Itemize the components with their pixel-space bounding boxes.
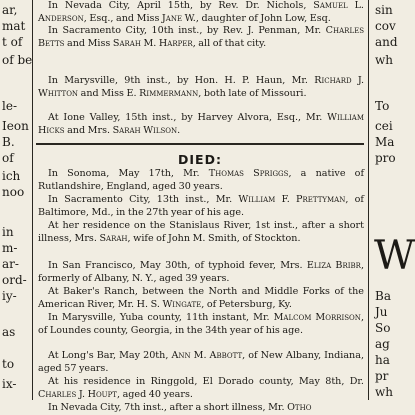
death-notice-stanislaus: At her residence on the Stanislaus River, 1st inst., after a short illness, Mrs. Sarah, wife of John M. Smith, of Stockton. [38, 220, 364, 244]
marriage-notice-nevada-city: In Nevada City, April 15th, by Rev. Dr. Nichols, Samuel L. Anderson, Esq., and Miss Jane W., daughter of John Low, Esq. [38, 0, 364, 24]
left-fragment-text: ix- [2, 377, 17, 391]
right-fragment-text: ha [375, 353, 390, 367]
died-heading: DIED: [178, 152, 222, 167]
left-fragment-text: t of [2, 35, 23, 49]
left-fragment-text: of [2, 151, 14, 165]
right-fragment-text: and [375, 35, 398, 49]
right-fragment-text: wh [375, 53, 393, 67]
right-fragment-text: Ju [375, 305, 388, 319]
right-column-fragment [372, 0, 415, 400]
death-notice-san-francisco: In San Francisco, May 30th, of typhoid fever, Mrs. Eliza Bribr, formerly of Albany, N. Y., aged 39 years. [38, 260, 364, 284]
main-column [34, 0, 366, 413]
right-fragment-text: So [375, 321, 391, 335]
right-fragment-text: cov [375, 19, 396, 33]
left-fragment-text: of be [2, 53, 33, 67]
left-fragment-text: iy- [2, 289, 17, 303]
left-fragment-text: ord- [2, 273, 27, 287]
left-fragment-text: to [2, 357, 15, 371]
left-fragment-text: noo [2, 185, 25, 199]
death-notice-sonoma: In Sonoma, May 17th, Mr. Thomas Spriggs, a native of Rutlandshire, England, aged 30 years. [38, 168, 365, 192]
right-fragment-text: pro [375, 151, 396, 165]
left-fragment-text: in [2, 225, 14, 239]
right-fragment-text: cei [375, 119, 393, 133]
death-notice-marysville: In Marysville, Yuba county, 11th instant, Mr. Malcom Morrison, of Loundes county, Georgia, in the 34th year of his age. [38, 312, 364, 336]
right-fragment-text: Ma [375, 135, 395, 149]
marriage-notice-marysville: In Marysville, 9th inst., by Hon. H. P. Haun, Mr. Richard J. Whitton and Miss E. Rimmermann, both late of Missouri. [38, 75, 364, 99]
right-fragment-text: Ba [375, 289, 391, 303]
left-fragment-text: le- [2, 99, 17, 113]
left-fragment-text: B. [2, 135, 15, 149]
death-notice-ringgold: At his residence in Ringgold, El Dorado county, May 8th, Dr. Charles J. Houpt, aged 40 years. [38, 376, 364, 400]
left-fragment-text: as [2, 325, 16, 339]
marriage-notice-sacramento: In Sacramento City, 10th inst., by Rev. J. Penman, Mr. Charles Betts and Miss Sarah M. Harper, all of that city. [38, 25, 364, 49]
left-fragment-text: mat [2, 19, 26, 33]
left-fragment-text: ar, [2, 3, 18, 17]
right-fragment-text: To [375, 99, 390, 113]
marriage-notice-ione-valley: At Ione Valley, 15th inst., by Harvey Alvora, Esq., Mr. William Hicks and Mrs. Sarah Wilson. [38, 112, 364, 136]
right-fragment-text: pr [375, 369, 389, 383]
right-fragment-text: ag [375, 337, 390, 351]
right-fragment-text: sin [375, 3, 393, 17]
death-notice-sacramento: In Sacramento City, 13th inst., Mr. William F. Prettyman, of Baltimore, Md., in the 27th year of his age. [38, 194, 364, 218]
left-fragment-text: Ieon [2, 119, 29, 133]
left-fragment-text: m- [2, 241, 18, 255]
large-initial-letter: W [374, 233, 415, 279]
death-notice-longs-bar: At Long's Bar, May 20th, Ann M. Abbott, of New Albany, Indiana, aged 57 years. [38, 350, 365, 374]
left-fragment-text: ich [2, 169, 21, 183]
left-column-fragment [0, 0, 33, 400]
right-fragment-text: wh [375, 385, 393, 399]
death-notice-bakers-ranch: At Baker's Ranch, between the North and Middle Forks of the American River, Mr. H. S. Wingate, of Petersburg, Ky. [38, 286, 364, 310]
left-fragment-text: ar- [2, 257, 19, 271]
column-rule-right [368, 0, 369, 400]
death-notice-nevada-city: In Nevada City, 7th inst., after a short illness, Mr. Otho [48, 402, 312, 413]
section-divider [36, 143, 364, 145]
column-rule-left [32, 0, 33, 400]
